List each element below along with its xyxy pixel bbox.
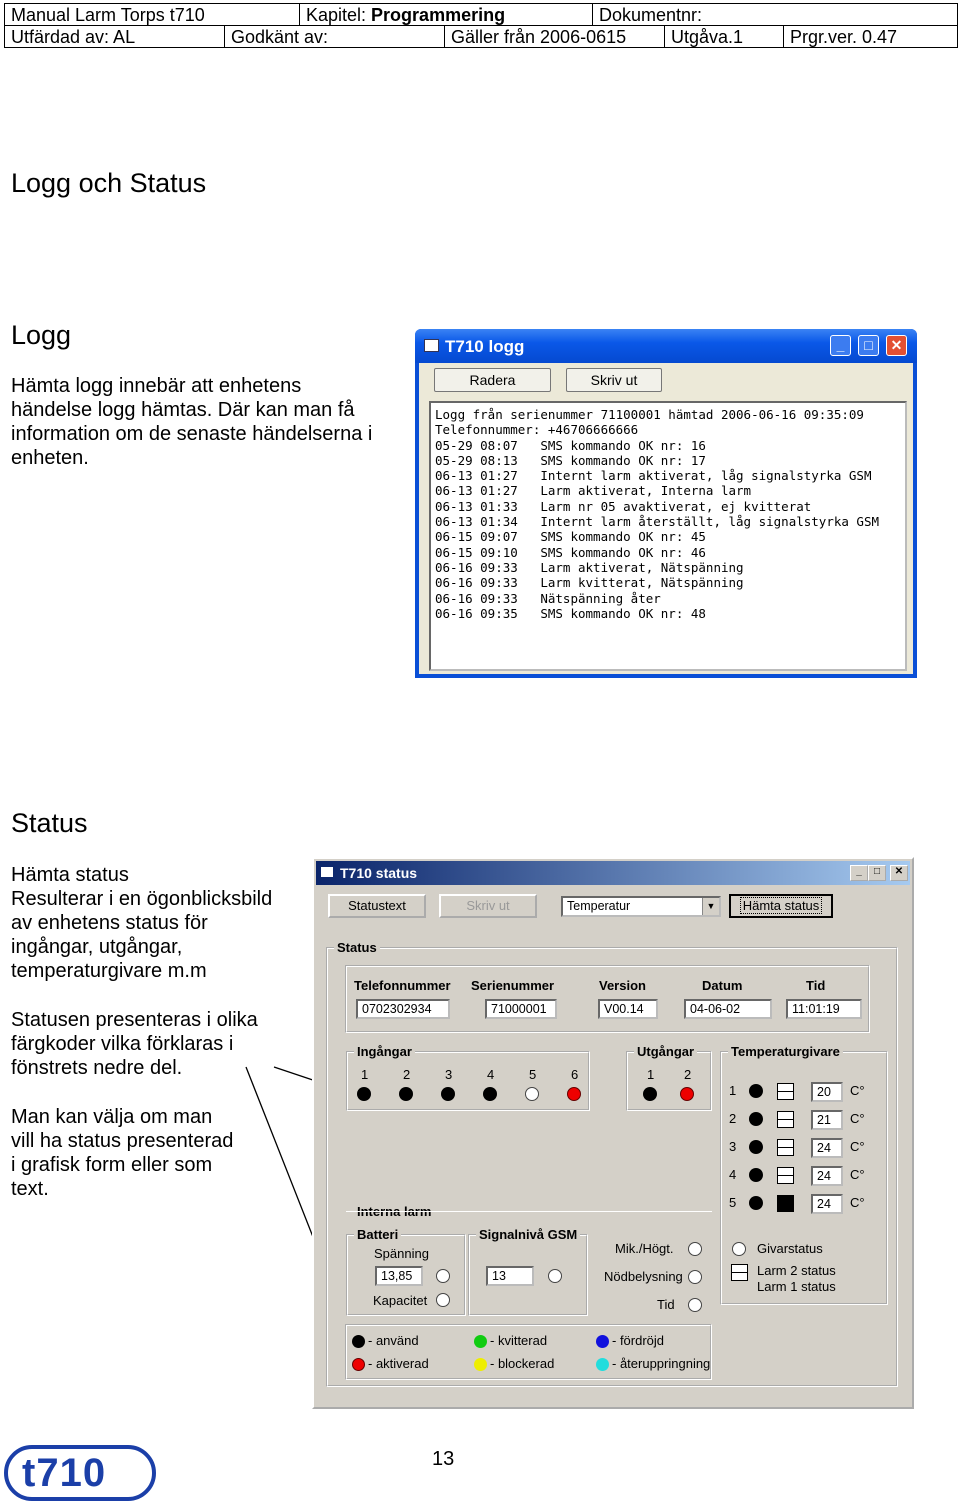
window-icon [321,867,333,877]
minimize-icon[interactable]: _ [850,865,868,881]
log-line: 06-13 01:34 Internt larm återställt, låg signalstyrka GSM [435,514,880,530]
serial-field: 71000001 [485,999,557,1019]
log-line: 06-13 01:27 Larm aktiverat, Interna larm [435,483,752,499]
log-line: 06-13 01:27 Internt larm aktiverat, låg signalstyrka GSM [435,468,872,484]
serial-label: Serienummer [471,978,555,993]
version-label: Version [599,978,646,993]
output-number: 1 [647,1067,655,1082]
log-line: 05-29 08:07 SMS kommando OK nr: 16 [435,437,706,453]
mic-indicator [688,1242,702,1256]
temp-number: 5 [729,1195,737,1210]
alarm-status-icon [777,1083,794,1100]
internal-time-label: Tid [657,1297,675,1312]
maximize-icon[interactable]: □ [858,335,879,356]
temp-sensor-indicator [749,1084,763,1098]
input-number: 5 [529,1067,537,1082]
legend-label: - använd [368,1333,419,1348]
temp-number: 2 [729,1111,737,1126]
input-number: 1 [361,1067,369,1082]
gsm-indicator [548,1269,562,1283]
maximize-icon[interactable]: □ [868,865,886,881]
gsm-group-label: Signalnivå GSM [476,1227,580,1242]
log-line: Logg från serienummer 71100001 hämtad 2006-06-16 09:35:09 [435,407,864,422]
status-window-titlebar [316,861,910,885]
inputs-group-label: Ingångar [354,1044,415,1059]
temp-value-field: 24 [811,1138,843,1158]
time-field: 11:01:19 [786,999,862,1019]
date-label: Datum [702,978,743,993]
legend-label: - fördröjd [612,1333,665,1348]
emergency-label: Nödbelysning [604,1269,683,1284]
input-black-indicator [483,1087,497,1101]
status-window [312,857,914,1409]
print-button[interactable]: Skriv ut [439,894,537,918]
log-line: 06-16 09:33 Nätspänning åter [435,590,661,606]
log-line: 06-13 01:33 Larm nr 05 avaktiverat, ej kvitterat [435,498,812,514]
gsm-field: 13 [486,1266,534,1286]
outputs-group [626,1051,712,1111]
phone-field: 0702302934 [356,999,450,1019]
legend-blue-dot [596,1335,609,1348]
fetch-status-button[interactable] [729,894,833,918]
alarm-status-icon [731,1264,748,1281]
t710-logo [4,1445,156,1501]
alarm-status-icon [777,1139,794,1156]
inputs-group [346,1051,590,1111]
chevron-down-icon[interactable]: ▼ [702,898,719,915]
temp-sensor-indicator [749,1112,763,1126]
temp-value-field: 20 [811,1082,843,1102]
temp-unit: C° [850,1167,865,1182]
input-red-indicator [567,1087,581,1101]
time-label: Tid [806,978,826,993]
input-white-indicator [525,1087,539,1101]
temp-unit: C° [850,1195,865,1210]
alarm2-label: Larm 2 status [757,1263,836,1278]
fetch-status-label: Hämta status [740,897,823,914]
legend-green-dot [474,1335,487,1348]
internal-alarms-label: Interna larm [354,1204,434,1219]
temp-value-field: 24 [811,1166,843,1186]
valid-cell: Gäller från 2006-0615 [445,26,665,47]
manual-cell: Manual Larm Torps t710 [5,4,300,25]
temp-unit: C° [850,1111,865,1126]
print-button[interactable]: Skriv ut [566,368,662,392]
docnr-cell: Dokumentnr: [599,5,703,25]
close-icon[interactable]: ✕ [890,865,908,881]
time-indicator [688,1298,702,1312]
legend-cyan-dot [596,1358,609,1371]
alarm-status-icon [777,1111,794,1128]
input-number: 6 [571,1067,579,1082]
log-line: 06-16 09:33 Larm kvitterat, Nätspänning [435,575,744,591]
legend-label: - återuppringning [612,1356,711,1371]
status-heading: Status [11,808,88,838]
internal-alarms-divider [346,1211,712,1213]
legend-label: - kvitterad [490,1333,548,1348]
input-number: 4 [487,1067,495,1082]
clear-button[interactable]: Radera [434,368,551,392]
battery-group-label: Batteri [354,1227,401,1242]
chapter-value: Programmering [371,5,506,25]
alarm-status-icon [777,1167,794,1184]
status-text-3: Man kan välja om man vill ha status presenterad i grafisk form eller som text. [11,1106,234,1200]
temp-unit: C° [850,1083,865,1098]
minimize-icon[interactable]: _ [830,335,851,356]
issued-cell: Utfärdad av: AL [5,26,225,47]
capacity-label: Kapacitet [373,1293,428,1308]
legend-label: - aktiverad [368,1356,429,1371]
legend-label: - blockerad [490,1356,555,1371]
emergency-indicator [688,1270,702,1284]
log-line: Telefonnummer: +46706666666 [435,422,639,438]
legend-red-dot [352,1358,365,1371]
giver-status-indicator [732,1242,746,1256]
input-number: 2 [403,1067,411,1082]
temp-number: 4 [729,1167,737,1182]
page-title: Logg och Status [11,168,207,198]
legend-yellow-dot [474,1358,487,1371]
input-black-indicator [357,1087,371,1101]
progver-cell: Prgr.ver. 0.47 [790,27,898,47]
statustext-button[interactable]: Statustext [328,894,426,918]
status-window-title: T710 status [340,865,418,881]
temp-number: 1 [729,1083,737,1098]
mic-label: Mik./Högt. [615,1241,674,1256]
input-number: 3 [445,1067,453,1082]
log-line: 06-15 09:10 SMS kommando OK nr: 46 [435,544,706,560]
temp-sensor-indicator [749,1196,763,1210]
capacity-indicator [436,1293,450,1307]
date-field: 04-06-02 [684,999,772,1019]
view-select[interactable] [561,896,721,917]
input-black-indicator [399,1087,413,1101]
temp-sensor-indicator [749,1140,763,1154]
page-number: 13 [432,1448,455,1470]
temp-value-field: 24 [811,1194,843,1214]
temp-number: 3 [729,1139,737,1154]
log-line: 06-16 09:33 Larm aktiverat, Nätspänning [435,559,744,575]
outputs-group-label: Utgångar [634,1044,697,1059]
alarm1-label: Larm 1 status [757,1279,836,1294]
input-black-indicator [441,1087,455,1101]
alarm-status-icon [777,1195,794,1212]
voltage-label: Spänning [374,1246,429,1261]
version-field: V00.14 [598,999,658,1019]
log-window-title: T710 logg [445,337,525,356]
edition-cell: Utgåva.1 [665,26,784,47]
output-black-indicator [643,1087,657,1101]
close-icon[interactable]: ✕ [886,335,907,356]
log-line: 06-15 09:07 SMS kommando OK nr: 45 [435,529,706,545]
temp-unit: C° [850,1139,865,1154]
log-line: 05-29 08:13 SMS kommando OK nr: 17 [435,452,706,468]
log-line: 06-16 09:35 SMS kommando OK nr: 48 [435,605,706,621]
status-text-1: Hämta status Resulterar i en ögonblicksbild av enhetens status för ingångar, utgångar, temperaturgivare m.m [11,864,273,982]
output-red-indicator [680,1087,694,1101]
logg-text: Hämta logg innebär att enhetens händelse logg hämtas. Där kan man få information om de senaste händelserna i enheten. [11,375,373,469]
view-select-value: Temperatur [567,899,631,913]
phone-label: Telefonnummer [354,978,451,993]
status-text-2: Statusen presenteras i olika färgkoder vilka förklaras i fönstrets nedre del. [11,1009,258,1079]
temp-value-field: 21 [811,1110,843,1130]
voltage-indicator [436,1269,450,1283]
status-group-label: Status [334,940,380,955]
logo-text: t710 [22,1451,107,1495]
logg-heading: Logg [11,320,72,350]
approved-cell: Godkänt av: [225,26,445,47]
temp-group-label: Temperaturgivare [728,1044,843,1059]
chapter-label: Kapitel: [306,5,372,25]
giver-status-label: Givarstatus [757,1241,823,1256]
temp-sensor-indicator [749,1168,763,1182]
output-number: 2 [684,1067,692,1082]
legend-black-dot [352,1335,365,1348]
voltage-field: 13,85 [375,1266,423,1286]
